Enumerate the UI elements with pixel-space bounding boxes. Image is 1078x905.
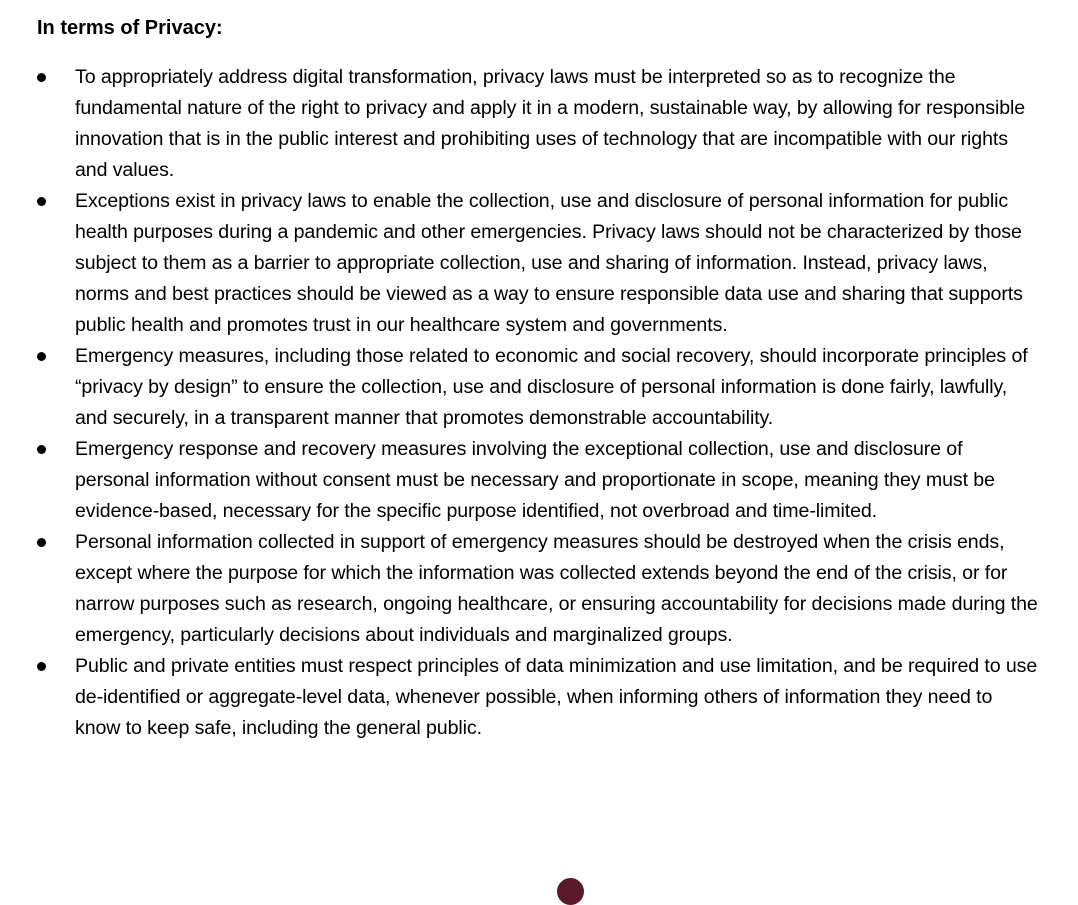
list-item — [37, 651, 1042, 744]
bullet-icon — [37, 62, 47, 93]
bullet-icon — [37, 527, 47, 558]
list-item-text: To appropriately address digital transformation, privacy laws must be interpreted so as to recognize the fundamental nature of the right to privacy and apply it in a modern, sustainable way, by allowing for responsible innovation that is in the public interest and prohibiting uses of technology that are incompatible with our rights and values. — [75, 66, 1026, 181]
list-item — [37, 341, 1042, 434]
privacy-principles-list — [37, 62, 1042, 744]
list-item — [37, 434, 1042, 527]
list-item-text: Exceptions exist in privacy laws to enable the collection, use and disclosure of personal information for public health purposes during a pandemic and other emergencies. Privacy laws should not be characterized by those subject to them as a barrier to appropriate collection, use and sharing of information. Instead, privacy laws, norms and best practices should be viewed as a way to ensure responsible data use and sharing that supports public health and promotes trust in our healthcare system and governments. — [75, 190, 1023, 336]
page-marker-icon — [557, 878, 584, 905]
bullet-icon — [37, 651, 47, 682]
list-item-text: Public and private entities must respect principles of data minimization and use limitation, and be required to use de-identified or aggregate-level data, whenever possible, when informing others of information they need to know to keep safe, including the general public. — [75, 655, 1038, 739]
list-item — [37, 62, 1042, 186]
bullet-icon — [37, 434, 47, 465]
bullet-icon — [37, 341, 47, 372]
list-item-text: Emergency response and recovery measures involving the exceptional collection, use and disclosure of personal information without consent must be necessary and proportionate in scope, meaning they must be evidence-based, necessary for the specific purpose identified, not overbroad and time-limited. — [75, 438, 995, 522]
section-heading: In terms of Privacy: — [37, 17, 223, 39]
list-item — [37, 186, 1042, 341]
list-item-text: Emergency measures, including those related to economic and social recovery, should incorporate principles of “privacy by design” to ensure the collection, use and disclosure of personal information is done fairly, lawfully, and securely, in a transparent manner that promotes demonstrable accountability. — [75, 345, 1028, 429]
list-item-text: Personal information collected in support of emergency measures should be destroyed when the crisis ends, except where the purpose for which the information was collected extends beyond the end of the crisis, or for narrow purposes such as research, ongoing healthcare, or ensuring accountability for decisions made during the emergency, particularly decisions about individuals and marginalized groups. — [75, 531, 1038, 646]
list-item — [37, 527, 1042, 651]
bullet-icon — [37, 186, 47, 217]
